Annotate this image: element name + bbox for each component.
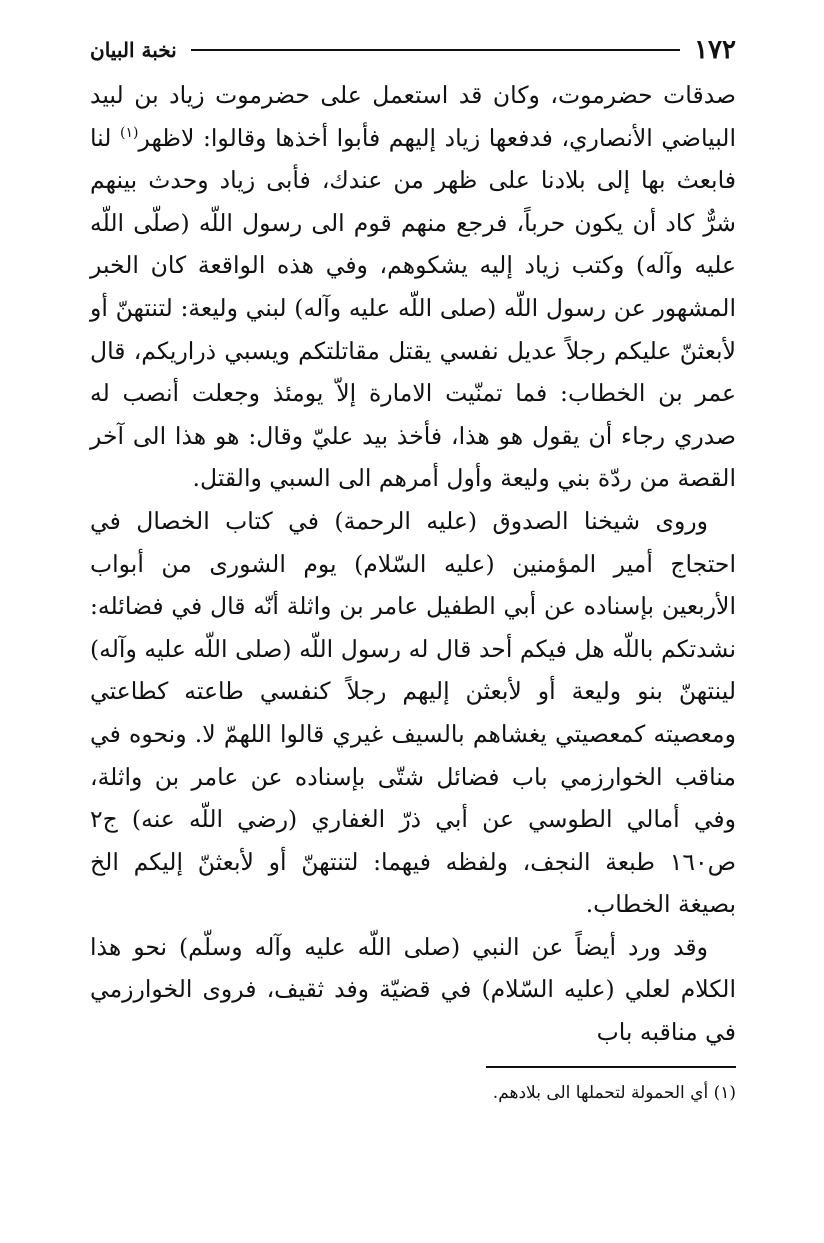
body-text	[90, 74, 736, 1054]
paragraph-3: وقد ورد أيضاً عن النبي (صلى اللّه عليه وآله وسلّم) نحو هذا الكلام لعلي (عليه السّلام) في قضيّة وفد ثقيف، فروى الخوارزمي في مناقبه باب	[90, 932, 736, 1047]
paragraph-1	[90, 74, 736, 500]
footnote: (١) أي الحمولة لتحملها الى بلادهم.	[492, 1082, 736, 1103]
paragraph-1-text-continued: لنا فابعث بها إلى بلادنا على ظهر من عندك، فأبى زياد وحدث بينهم شرٌّ كاد أن يكون حرباً، فرجع منهم قوم الى رسول اللّه (صلّى اللّه عليه وآله) وكتب زياد إليه يشكوهم، وفي هذه الواقعة كان الخبر المشهور عن رسول اللّه (صلى اللّه عليه وآله) لبني وليعة: لتنتهنّ أو لأبعثنّ عليكم رجلاً عديل نفسي يقتل مقاتلتكم ويسبي ذراريكم، قال عمر بن الخطاب: فما تمنّيت الامارة إلاّ يومئذ وجعلت أنصب له صدري رجاء أن يقول هو هذا، فأخذ بيد عليّ وقال: هو هذا الى آخر القصة من ردّة بني وليعة وأول أمرهم الى السبي والقتل.	[90, 123, 736, 493]
footnote-reference: (١)	[120, 124, 139, 141]
page-number: ١٧٢	[694, 35, 736, 65]
book-title: نخبة البيان	[90, 38, 177, 62]
paragraph-1-text: صدقات حضرموت، وكان قد استعمل على حضرموت زياد بن لبيد البياضي الأنصاري، فدفعها زياد إليهم فأبوا أخذها وقالوا: لاظهر	[90, 81, 736, 152]
page-header	[90, 30, 736, 70]
paragraph-2: وروى شيخنا الصدوق (عليه الرحمة) في كتاب الخصال في احتجاج أمير المؤمنين (عليه السّلام) يوم الشورى من أبواب الأربعين بإسناده عن أبي الطفيل عامر بن واثلة أنّه قال في فضائله: نشدتكم باللّه هل فيكم أحد قال له رسول اللّه (صلى اللّه عليه وآله) لينتهنّ بنو وليعة أو لأبعثن إليهم رجلاً كنفسي طاعته كطاعتي ومعصيته كمعصيتي يغشاهم بالسيف غيري قالوا اللهمّ لا. ونحوه في مناقب الخوارزمي باب فضائل شتّى بإسناده عن عامر بن واثلة، وفي أمالي الطوسي عن أبي ذرّ الغفاري (رضي اللّه عنه) ج٢ ص١٦٠ طبعة النجف، ولفظه فيهما: لتنتهنّ أو لأبعثنّ إليكم الخ بصيغة الخطاب.	[90, 506, 736, 919]
header-rule	[191, 49, 680, 51]
footnote-rule	[486, 1066, 736, 1068]
